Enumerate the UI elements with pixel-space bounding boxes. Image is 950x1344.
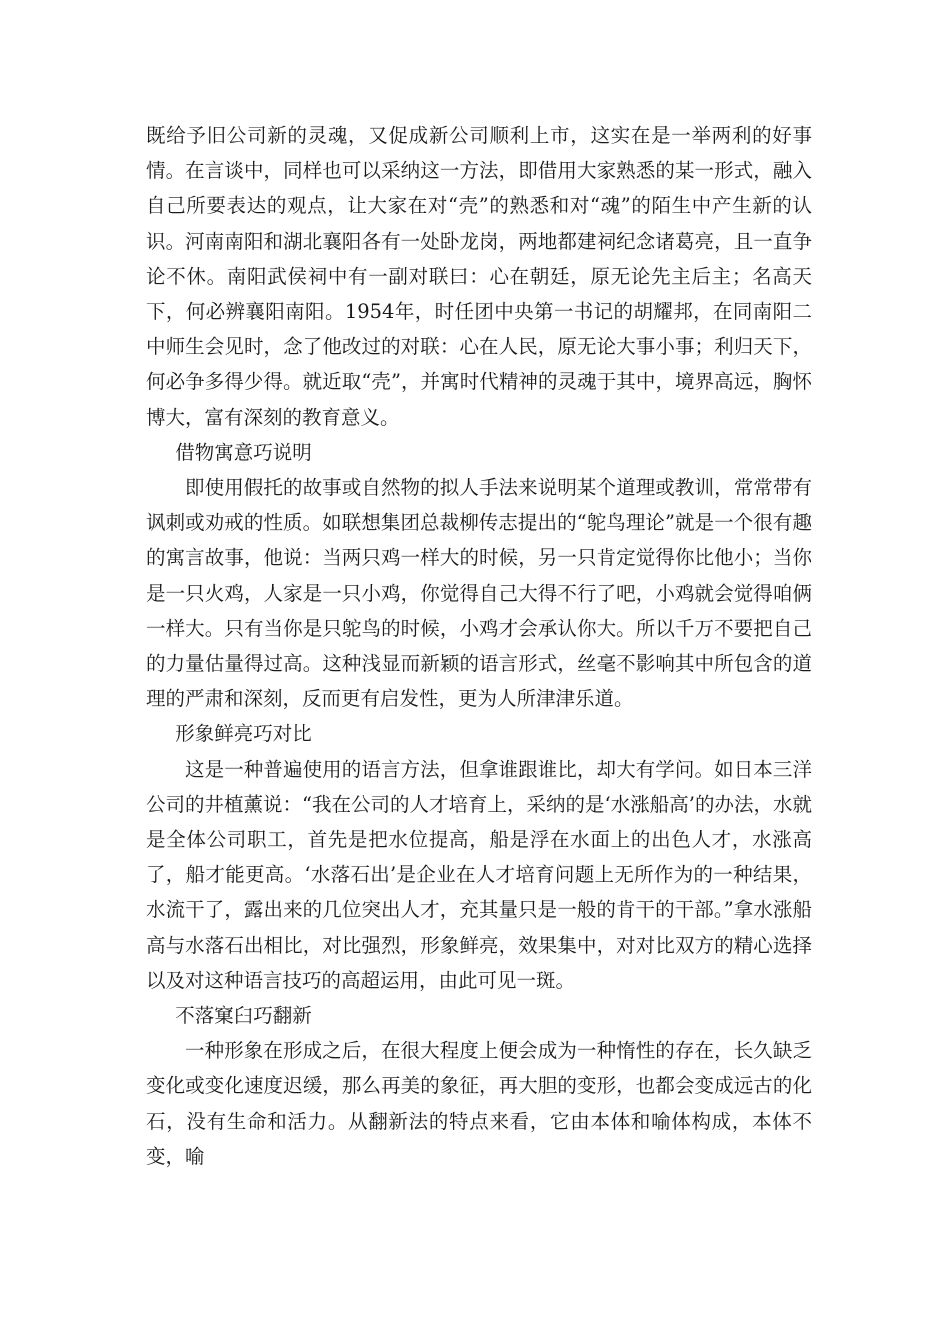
section-heading-contrast: 形象鲜亮巧对比 (175, 722, 312, 746)
paragraph-fable: 即使用假托的故事或自然物的拟人手法来说明某个道理或教训，常常带有讽刺或劝戒的性质。如联想集团总裁柳传志提出的“鸵鸟理论”就是一个很有趣的寓言故事，他说：当两只鸡一样大的时候，另一只肯定觉得你比他小；当你是一只火鸡，人家是一只小鸡，你觉得自己大得不行了吧，小鸡就会觉得咱俩一样大。只有当你是只鸵鸟的时候，小鸡才会承认你大。所以千万不要把自己的力量估量得过高。这种浅显而新颖的语言形式，丝毫不影响其中所包含的道理的严肃和深刻，反而更有启发性，更为人所津津乐道。 (146, 476, 812, 711)
paragraph-renovation: 一种形象在形成之后，在很大程度上便会成为一种惰性的存在，长久缺乏变化或变化速度迟缓，那么再美的象征，再大胆的变形，也都会变成远古的化石，没有生命和活力。从翻新法的特点来看，它由本体和喻体构成，本体不变，喻 (146, 1039, 812, 1168)
section-heading-renovation: 不落窠臼巧翻新 (175, 1004, 312, 1028)
paragraph-shell-and-soul: 既给予旧公司新的灵魂，又促成新公司顺利上市，这实在是一举两利的好事情。在言谈中，同样也可以采纳这一方法，即借用大家熟悉的某一形式，融入自己所要表达的观点，让大家在对“壳”的熟悉和对“魂”的陌生中产生新的认识。河南南阳和湖北襄阳各有一处卧龙岗，两地都建祠纪念诸葛亮，且一直争论不休。南阳武侯祠中有一副对联曰：心在朝廷，原无论先主后主；名高天下，何必辨襄阳南阳。1954年，时任团中央第一书记的胡耀邦，在同南阳二中师生会见时，念了他改过的对联：心在人民，原无论大事小事；利归天下，何必争多得少得。就近取“壳”，并寓时代精神的灵魂于其中，境界高远，胸怀博大，富有深刻的教育意义。 (146, 124, 812, 429)
paragraph-contrast: 这是一种普遍使用的语言方法，但拿谁跟谁比，却大有学问。如日本三洋公司的井植薰说：“我在公司的人才培育上，采纳的是‘水涨船高’的办法，水就是全体公司职工，首先是把水位提高，船是浮在水面上的出色人才，水涨高了，船才能更高。‘水落石出’是企业在人才培育问题上无所作为的一种结果，水流干了，露出来的几位突出人才，充其量只是一般的肯干的干部。”拿水涨船高与水落石出相比，对比强烈，形象鲜亮，效果集中，对对比双方的精心选择以及对这种语言技巧的高超运用，由此可见一斑。 (146, 757, 812, 992)
section-heading-analogy: 借物寓意巧说明 (175, 440, 312, 464)
document-page (146, 118, 812, 1174)
